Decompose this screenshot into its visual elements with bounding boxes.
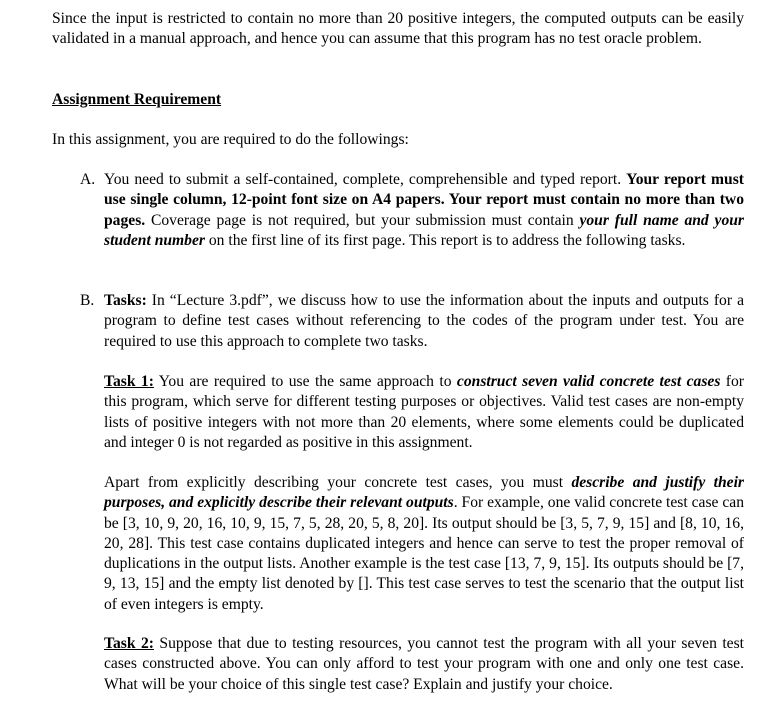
task1-text-1: You are required to use the same approach to xyxy=(153,373,457,390)
task1-label: Task 1: xyxy=(104,373,154,390)
task2-paragraph xyxy=(104,634,744,695)
task1-more-text-2: . For example, one valid concrete test case can be [3, 10, 9, 20, 16, 10, 9, 15, 7, 5, 28, 20, 5, 8, 20]. Its output should be [3, 5, 7, 9, 15] and [8, 10, 16, 20, 28]. This test case contains duplicated integers and hence can serve to test the proper removal of duplications in the output lists. Another example is the test case [13, 7, 9, 15]. Its outputs should be [7, 9, 13, 15] and the empty list denoted by []. This test case serves to test the scenario that the output list of even integers is empty. xyxy=(104,494,745,613)
task2-label: Task 2: xyxy=(104,635,154,652)
item-b-marker: B. xyxy=(80,292,95,309)
item-a-text-3: on the first line of its first page. This report is to address the following tasks. xyxy=(204,231,686,249)
intro-paragraph xyxy=(52,9,744,50)
item-b-label: Tasks: xyxy=(104,292,147,309)
item-a-name-number: your full name and your student number xyxy=(104,211,744,249)
item-a-marker: A. xyxy=(80,171,96,188)
task1-more-emphasis: describe and justify their purposes, and explicitly describe their relevant outputs xyxy=(104,474,744,512)
task1-emphasis: construct seven valid concrete test cases xyxy=(456,373,721,390)
item-a-text-1: You need to submit a self-contained, complete, comprehensible and typed report. xyxy=(104,171,627,188)
item-a-text-2: Coverage page is not required, but your submission must contain xyxy=(145,211,580,229)
task1-more-paragraph xyxy=(104,473,744,615)
item-b-paragraph xyxy=(104,291,744,352)
assignment-requirement-heading: Assignment Requirement xyxy=(52,91,222,108)
item-a-report-format: Your report must use single column, 12-point font size on A4 papers. Your report must contain no more than two pages. xyxy=(104,171,744,229)
item-a-paragraph xyxy=(104,170,744,251)
task1-paragraph xyxy=(104,372,744,453)
task1-more-text-1: Apart from explicitly describing your concrete test cases, you must xyxy=(104,474,572,491)
intro-text: Since the input is restricted to contain no more than 20 positive integers, the computed outputs can be easily validated in a manual approach, and hence you can assume that this program has no test oracle problem. xyxy=(52,10,744,48)
task2-text: Suppose that due to testing resources, you cannot test the program with all your seven test cases constructed above. You can only afford to test your program with one and only one test case. What will be your choice of this single test case? Explain and justify your choice. xyxy=(104,635,744,693)
lead-text: In this assignment, you are required to do the followings: xyxy=(52,131,409,148)
task1-text-2: for this program, which serve for different testing purposes or objectives. Valid test cases are non-empty lists of positive integers with not more than 20 elements, where some elements could be duplicated and integer 0 is not regarded as positive in this assignment. xyxy=(104,373,744,451)
item-b-text: In “Lecture 3.pdf”, we discuss how to use the information about the inputs and outputs for a program to define test cases without referencing to the codes of the program under test. You are required to use this approach to complete two tasks. xyxy=(104,292,744,350)
section-heading xyxy=(52,90,744,110)
lead-paragraph xyxy=(52,130,744,150)
